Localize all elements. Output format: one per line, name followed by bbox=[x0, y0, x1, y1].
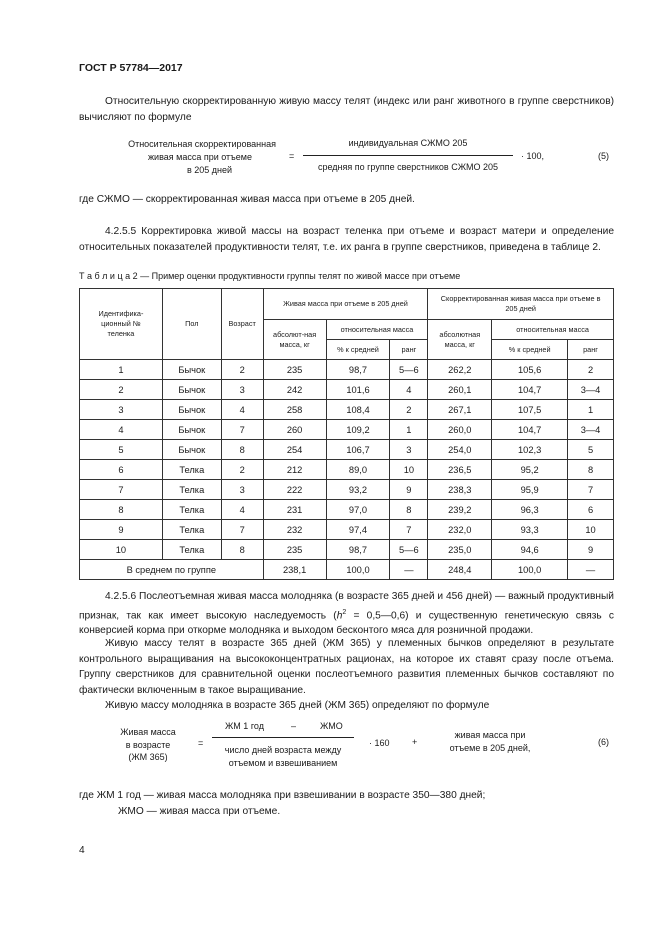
header-rank-2: ранг bbox=[568, 340, 614, 360]
cell-rank-1: 7 bbox=[390, 520, 428, 540]
formula-6-den-line2: отъемом и взвешиванием bbox=[228, 757, 338, 768]
cell-rank-2: 8 bbox=[568, 460, 614, 480]
table-row bbox=[80, 480, 614, 500]
avg-rank-2: — bbox=[568, 560, 614, 580]
cell-abs-2: 262,2 bbox=[428, 360, 492, 380]
cell-abs-1: 254 bbox=[263, 440, 326, 460]
table-row bbox=[80, 380, 614, 400]
cell-pct-1: 97,0 bbox=[326, 500, 390, 520]
cell-sex: Телка bbox=[162, 460, 221, 480]
formula-6-lhs-line2: в возрасте bbox=[125, 739, 171, 750]
cell-pct-1: 109,2 bbox=[326, 420, 390, 440]
cell-abs-2: 238,3 bbox=[428, 480, 492, 500]
where-6-a: где ЖМ 1 год — живая масса молодняка при взвешивании в возрасте 350—380 дней; bbox=[79, 790, 486, 801]
cell-pct-1: 106,7 bbox=[326, 440, 390, 460]
cell-sex: Бычок bbox=[162, 380, 221, 400]
cell-pct-2: 95,2 bbox=[492, 460, 568, 480]
cell-sex: Телка bbox=[162, 540, 221, 560]
cell-id: 4 bbox=[80, 420, 163, 440]
heritability-exponent: 2 bbox=[342, 608, 347, 616]
cell-pct-2: 96,3 bbox=[492, 500, 568, 520]
cell-rank-2: 3—4 bbox=[568, 420, 614, 440]
formula-6-denominator bbox=[212, 744, 354, 769]
formula-5-lhs-line2: живая масса при отъеме bbox=[148, 152, 252, 162]
cell-age: 2 bbox=[221, 360, 263, 380]
cell-sex: Бычок bbox=[162, 420, 221, 440]
cell-age: 4 bbox=[221, 500, 263, 520]
formula-5-numerator: индивидуальная СЖМО 205 bbox=[348, 138, 468, 148]
cell-rank-1: 5—6 bbox=[390, 360, 428, 380]
cell-rank-2: 9 bbox=[568, 540, 614, 560]
table-caption bbox=[79, 271, 460, 281]
cell-abs-1: 212 bbox=[263, 460, 326, 480]
header-sex: Пол bbox=[162, 289, 221, 360]
formula-6-lhs-line1: Живая масса bbox=[120, 727, 176, 737]
header-rel-weight-1: относительная масса bbox=[326, 320, 428, 340]
cell-rank-1: 2 bbox=[390, 400, 428, 420]
cell-pct-1: 108,4 bbox=[326, 400, 390, 420]
avg-pct-2: 100,0 bbox=[492, 560, 568, 580]
table-row bbox=[80, 460, 614, 480]
cell-abs-1: 235 bbox=[263, 360, 326, 380]
cell-abs-2: 260,0 bbox=[428, 420, 492, 440]
cell-pct-2: 105,6 bbox=[492, 360, 568, 380]
formula-5-multiplier: · 100, bbox=[521, 151, 545, 161]
cell-age: 7 bbox=[221, 520, 263, 540]
cell-abs-2: 235,0 bbox=[428, 540, 492, 560]
avg-label: В среднем по группе bbox=[80, 560, 264, 580]
cell-id: 7 bbox=[80, 480, 163, 500]
formula-6-multiplier: · 160 bbox=[369, 738, 390, 748]
cell-id: 1 bbox=[80, 360, 163, 380]
heritability-symbol: h bbox=[336, 609, 343, 621]
avg-abs-1: 238,1 bbox=[263, 560, 326, 580]
cell-rank-2: 5 bbox=[568, 440, 614, 460]
cell-pct-1: 97,4 bbox=[326, 520, 390, 540]
cell-id: 5 bbox=[80, 440, 163, 460]
formula-6-den-line1: число дней возраста между bbox=[224, 745, 342, 755]
formula-6-rhs-line2: отъеме в 205 дней, bbox=[449, 742, 531, 753]
cell-age: 4 bbox=[221, 400, 263, 420]
paragraph-4-2-5-5: 4.2.5.5 Корректировка живой массы на возраст теленка при отъеме и возраст матери и определение относительных показателей продуктивности телят, т.е. их ранга в группе сверстников, приведена в таблице 2. bbox=[79, 226, 614, 253]
formula-5-equals: = bbox=[289, 151, 295, 161]
cell-pct-2: 104,7 bbox=[492, 380, 568, 400]
avg-abs-2: 248,4 bbox=[428, 560, 492, 580]
cell-rank-1: 5—6 bbox=[390, 540, 428, 560]
cell-rank-1: 3 bbox=[390, 440, 428, 460]
cell-id: 6 bbox=[80, 460, 163, 480]
cell-sex: Телка bbox=[162, 520, 221, 540]
cell-rank-1: 9 bbox=[390, 480, 428, 500]
table-row bbox=[80, 520, 614, 540]
header-abs-weight-2: абсолютная масса, кг bbox=[428, 320, 492, 360]
document-header: ГОСТ Р 57784—2017 bbox=[79, 62, 183, 74]
cell-rank-2: 10 bbox=[568, 520, 614, 540]
table-row bbox=[80, 400, 614, 420]
cell-rank-1: 8 bbox=[390, 500, 428, 520]
where-6-b: ЖМО — живая масса при отъеме. bbox=[118, 806, 281, 817]
formula-6-rhs bbox=[435, 729, 545, 754]
table-row bbox=[80, 540, 614, 560]
header-corrected-weight: Скорректированная живая масса при отъеме в 205 дней bbox=[428, 289, 614, 320]
cell-id: 3 bbox=[80, 400, 163, 420]
formula-6-fraction-line bbox=[212, 737, 354, 738]
cell-abs-1: 242 bbox=[263, 380, 326, 400]
cell-sex: Телка bbox=[162, 500, 221, 520]
formula-6-num-a: ЖМ 1 год bbox=[225, 721, 264, 731]
cell-abs-2: 232,0 bbox=[428, 520, 492, 540]
cell-abs-2: 239,2 bbox=[428, 500, 492, 520]
p4256-part-b: = 0,5—0,6) и существенную генетическую связь с конверсией корма при откорме молодняка и выходом бесконтого мяса для розничной продажи. bbox=[79, 609, 614, 637]
header-pct-1: % к средней bbox=[326, 340, 390, 360]
cell-abs-1: 232 bbox=[263, 520, 326, 540]
formula-5-number: (5) bbox=[598, 151, 609, 161]
cell-abs-1: 235 bbox=[263, 540, 326, 560]
cell-pct-1: 89,0 bbox=[326, 460, 390, 480]
formula-5-denominator: средняя по группе сверстников СЖМО 205 bbox=[317, 162, 499, 172]
cell-abs-2: 236,5 bbox=[428, 460, 492, 480]
cell-abs-1: 260 bbox=[263, 420, 326, 440]
cell-age: 8 bbox=[221, 540, 263, 560]
table-caption-text: — Пример оценки продуктивности группы телят по живой массе при отъеме bbox=[137, 271, 461, 281]
formula-6-equals: = bbox=[198, 738, 204, 748]
calf-weight-table bbox=[79, 288, 614, 580]
cell-id: 2 bbox=[80, 380, 163, 400]
formula-6-num-b: ЖМО bbox=[320, 721, 343, 731]
header-pct-2: % к средней bbox=[492, 340, 568, 360]
cell-abs-2: 260,1 bbox=[428, 380, 492, 400]
paragraph-zhm-365: Живую массу телят в возрасте 365 дней (ЖМ 365) у племенных бычков определяют в результате контрольного выращивания на высококонцентратных рационах, на которое их ставят сразу после отъема. Группу сверстников для сравнительной оценки послеотъемного развития племенных бычков составляют по фактически включенным в такое выращивание. bbox=[79, 638, 614, 696]
cell-pct-2: 107,5 bbox=[492, 400, 568, 420]
paragraph-4-2-5-6 bbox=[79, 589, 614, 639]
cell-pct-1: 98,7 bbox=[326, 360, 390, 380]
cell-age: 3 bbox=[221, 380, 263, 400]
avg-pct-1: 100,0 bbox=[326, 560, 390, 580]
formula-6-plus: + bbox=[412, 737, 418, 747]
table-row bbox=[80, 360, 614, 380]
cell-pct-2: 93,3 bbox=[492, 520, 568, 540]
cell-abs-1: 231 bbox=[263, 500, 326, 520]
cell-age: 7 bbox=[221, 420, 263, 440]
cell-pct-2: 94,6 bbox=[492, 540, 568, 560]
cell-pct-1: 101,6 bbox=[326, 380, 390, 400]
cell-sex: Бычок bbox=[162, 440, 221, 460]
formula-5-lhs-line3: в 205 дней bbox=[186, 165, 232, 175]
cell-rank-2: 3—4 bbox=[568, 380, 614, 400]
cell-age: 2 bbox=[221, 460, 263, 480]
page-number: 4 bbox=[79, 845, 85, 856]
cell-rank-2: 6 bbox=[568, 500, 614, 520]
table-row bbox=[80, 420, 614, 440]
header-id: Идентифика-ционный № теленка bbox=[80, 289, 163, 360]
cell-sex: Бычок bbox=[162, 360, 221, 380]
formula-6-lhs bbox=[108, 726, 188, 764]
cell-rank-1: 4 bbox=[390, 380, 428, 400]
where-5: где СЖМО — скорректированная живая масса при отъеме в 205 дней. bbox=[79, 194, 415, 205]
intro-paragraph: Относительную скорректированную живую массу телят (индекс или ранг животного в группе сверстников) вычисляют по формуле bbox=[79, 96, 614, 123]
cell-rank-2: 7 bbox=[568, 480, 614, 500]
header-live-weight: Живая масса при отъеме в 205 дней bbox=[263, 289, 428, 320]
header-age: Возраст bbox=[221, 289, 263, 360]
formula-6-rhs-line1: живая масса при bbox=[454, 730, 526, 740]
cell-age: 8 bbox=[221, 440, 263, 460]
header-rel-weight-2: относительная масса bbox=[492, 320, 614, 340]
table-row bbox=[80, 440, 614, 460]
cell-abs-2: 254,0 bbox=[428, 440, 492, 460]
cell-rank-2: 2 bbox=[568, 360, 614, 380]
formula-5-lhs bbox=[100, 138, 290, 177]
avg-rank-1: — bbox=[390, 560, 428, 580]
cell-id: 9 bbox=[80, 520, 163, 540]
cell-id: 10 bbox=[80, 540, 163, 560]
cell-pct-2: 104,7 bbox=[492, 420, 568, 440]
cell-age: 3 bbox=[221, 480, 263, 500]
cell-pct-1: 93,2 bbox=[326, 480, 390, 500]
cell-pct-2: 95,9 bbox=[492, 480, 568, 500]
formula-6-number: (6) bbox=[598, 737, 609, 747]
formula-5-lhs-line1: Относительная скорректированная bbox=[128, 139, 276, 149]
cell-abs-2: 267,1 bbox=[428, 400, 492, 420]
paragraph-formula-intro: Живую массу молодняка в возрасте 365 дней (ЖМ 365) определяют по формуле bbox=[105, 700, 490, 711]
formula-6-num-minus: – bbox=[291, 721, 297, 731]
cell-rank-1: 1 bbox=[390, 420, 428, 440]
cell-abs-1: 222 bbox=[263, 480, 326, 500]
cell-abs-1: 258 bbox=[263, 400, 326, 420]
cell-rank-2: 1 bbox=[568, 400, 614, 420]
formula-5-fraction-line bbox=[303, 155, 513, 156]
header-rank-1: ранг bbox=[390, 340, 428, 360]
p4256-part-a: 4.2.5.6 Послеотъемная живая масса молодняка (в возрасте 365 дней и 456 дней) — важный продуктивный признак, так как имеет высокую наследуемость ( bbox=[79, 591, 614, 621]
cell-rank-1: 10 bbox=[390, 460, 428, 480]
header-abs-weight-1: абсолют-ная масса, кг bbox=[263, 320, 326, 360]
cell-pct-1: 98,7 bbox=[326, 540, 390, 560]
cell-sex: Телка bbox=[162, 480, 221, 500]
cell-id: 8 bbox=[80, 500, 163, 520]
cell-pct-2: 102,3 bbox=[492, 440, 568, 460]
cell-sex: Бычок bbox=[162, 400, 221, 420]
table-caption-label: Т а б л и ц а 2 bbox=[79, 271, 138, 281]
formula-6-lhs-line3: (ЖМ 365) bbox=[128, 752, 168, 762]
table-row bbox=[80, 500, 614, 520]
